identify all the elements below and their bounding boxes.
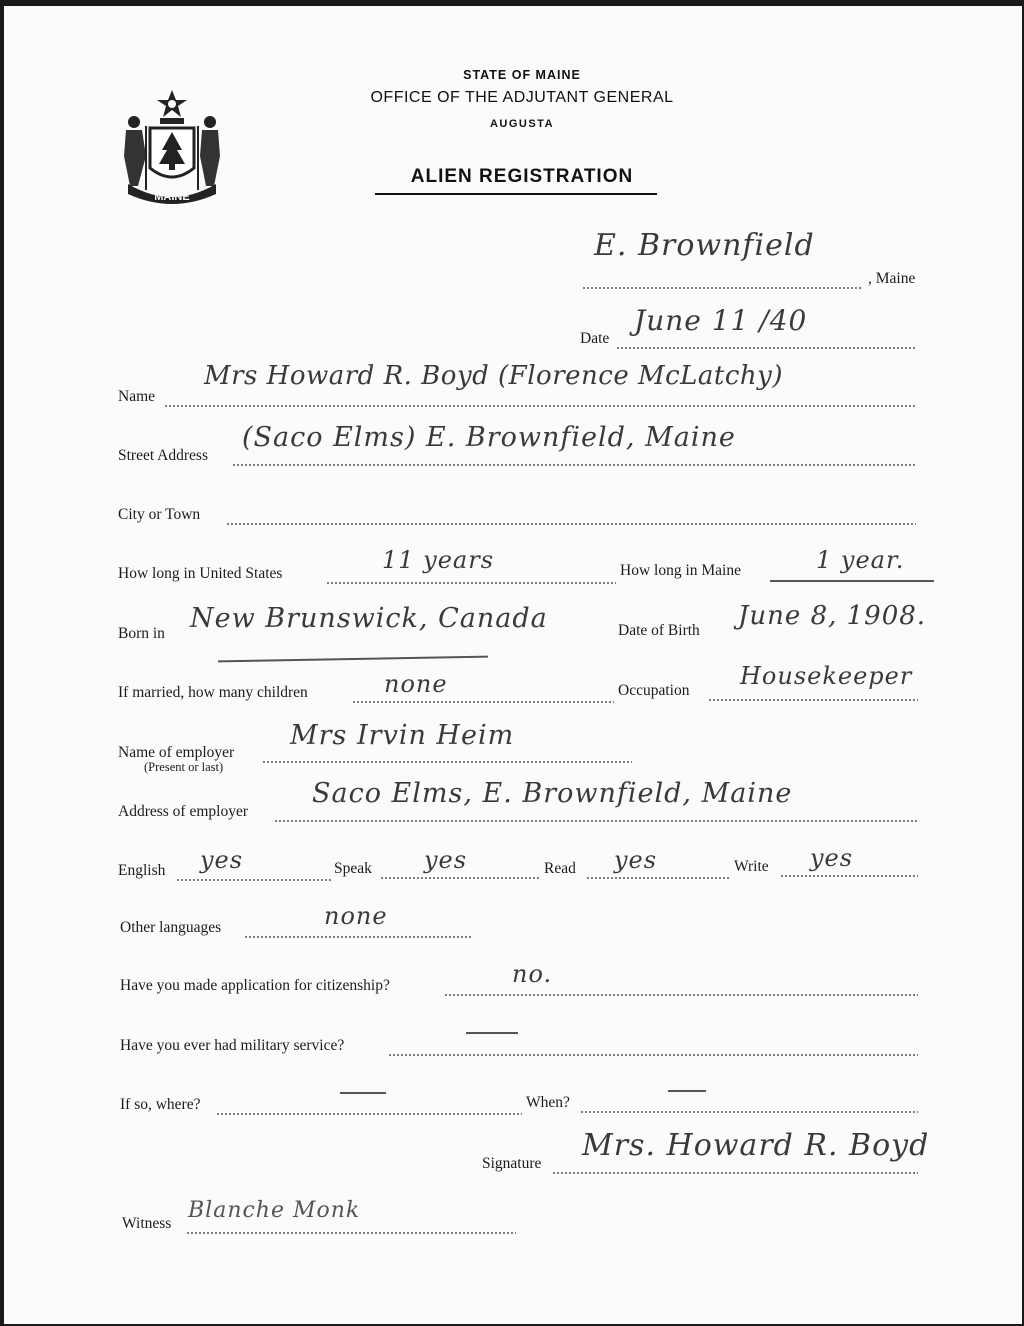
- english-value: yes: [200, 846, 244, 874]
- how-long-us-line: [326, 582, 616, 584]
- signature-label: Signature: [482, 1155, 542, 1172]
- name-value: Mrs Howard R. Boyd (Florence McLatchy): [204, 361, 784, 391]
- other-languages-label: Other languages: [120, 919, 222, 936]
- write-value: yes: [810, 844, 854, 872]
- title-underline: [375, 193, 657, 195]
- employer-address-line: [274, 820, 918, 822]
- employer-name-label: Name of employer: [118, 744, 235, 761]
- military-label: Have you ever had military service?: [120, 1037, 345, 1054]
- born-in-value: New Brunswick, Canada: [190, 603, 548, 634]
- children-label: If married, how many children: [118, 684, 308, 701]
- children-line: [352, 701, 614, 703]
- write-label: Write: [734, 858, 769, 875]
- born-in-label: Born in: [118, 625, 165, 642]
- speak-line: [380, 877, 540, 879]
- witness-line: [186, 1232, 516, 1234]
- occupation-value: Housekeeper: [740, 662, 913, 690]
- form-title: ALIEN REGISTRATION: [410, 166, 634, 187]
- citizenship-line: [444, 994, 918, 996]
- when-line: [580, 1111, 918, 1113]
- employer-address-label: Address of employer: [118, 803, 248, 820]
- speak-label: Speak: [334, 860, 372, 877]
- header-office: OFFICE OF THE ADJUTANT GENERAL: [370, 89, 674, 106]
- where-dash: [340, 1092, 386, 1094]
- witness-value: Blanche Monk: [188, 1198, 361, 1223]
- how-long-maine-label: How long in Maine: [620, 562, 741, 579]
- if-so-where-line: [216, 1113, 522, 1115]
- seal-label: MAINE: [154, 191, 190, 203]
- read-value: yes: [614, 846, 658, 874]
- military-dash: [466, 1032, 518, 1034]
- signature-line: [552, 1172, 918, 1174]
- other-languages-value: none: [324, 902, 388, 930]
- english-label: English: [118, 862, 166, 879]
- maine-label: , Maine: [868, 270, 916, 287]
- employer-name-value: Mrs Irvin Heim: [290, 720, 515, 751]
- street-address-value: (Saco Elms) E. Brownfield, Maine: [242, 422, 736, 453]
- military-line: [388, 1054, 918, 1056]
- town-value: E. Brownfield: [594, 228, 815, 263]
- witness-label: Witness: [122, 1215, 172, 1232]
- name-line: [164, 405, 916, 407]
- born-in-underline: [218, 656, 488, 662]
- date-label: Date: [580, 330, 610, 347]
- employer-note: (Present or last): [144, 760, 224, 774]
- citizenship-value: no.: [512, 960, 553, 988]
- write-line: [780, 875, 918, 877]
- how-long-us-value: 11 years: [382, 546, 495, 574]
- street-address-line: [232, 464, 916, 466]
- speak-value: yes: [424, 846, 468, 874]
- how-long-maine-value: 1 year.: [816, 546, 905, 574]
- date-of-birth-label: Date of Birth: [618, 622, 700, 639]
- citizenship-label: Have you made application for citizenship?: [120, 977, 390, 994]
- how-long-us-label: How long in United States: [118, 565, 283, 582]
- other-languages-line: [244, 936, 472, 938]
- signature-value: Mrs. Howard R. Boyd: [582, 1128, 930, 1163]
- how-long-maine-line: [770, 580, 934, 582]
- employer-address-value: Saco Elms, E. Brownfield, Maine: [312, 778, 793, 809]
- if-so-where-label: If so, where?: [120, 1096, 201, 1113]
- children-value: none: [384, 670, 448, 698]
- occupation-label: Occupation: [618, 682, 690, 699]
- town-line: [582, 287, 862, 289]
- name-label: Name: [118, 388, 156, 405]
- header-state: STATE OF MAINE: [463, 68, 581, 82]
- read-label: Read: [544, 860, 576, 877]
- employer-name-line: [262, 761, 632, 763]
- street-address-label: Street Address: [118, 447, 208, 464]
- occupation-line: [708, 699, 918, 701]
- date-value: June 11 /40: [634, 304, 808, 337]
- city-or-town-label: City or Town: [118, 506, 201, 523]
- date-line: [616, 347, 916, 349]
- when-label: When?: [526, 1094, 570, 1111]
- when-dash: [668, 1090, 706, 1092]
- city-or-town-line: [226, 523, 916, 525]
- header-city: AUGUSTA: [489, 118, 555, 130]
- read-line: [586, 877, 730, 879]
- english-line: [176, 879, 332, 881]
- date-of-birth-value: June 8, 1908.: [738, 601, 927, 631]
- alien-registration-form: [4, 6, 1022, 1324]
